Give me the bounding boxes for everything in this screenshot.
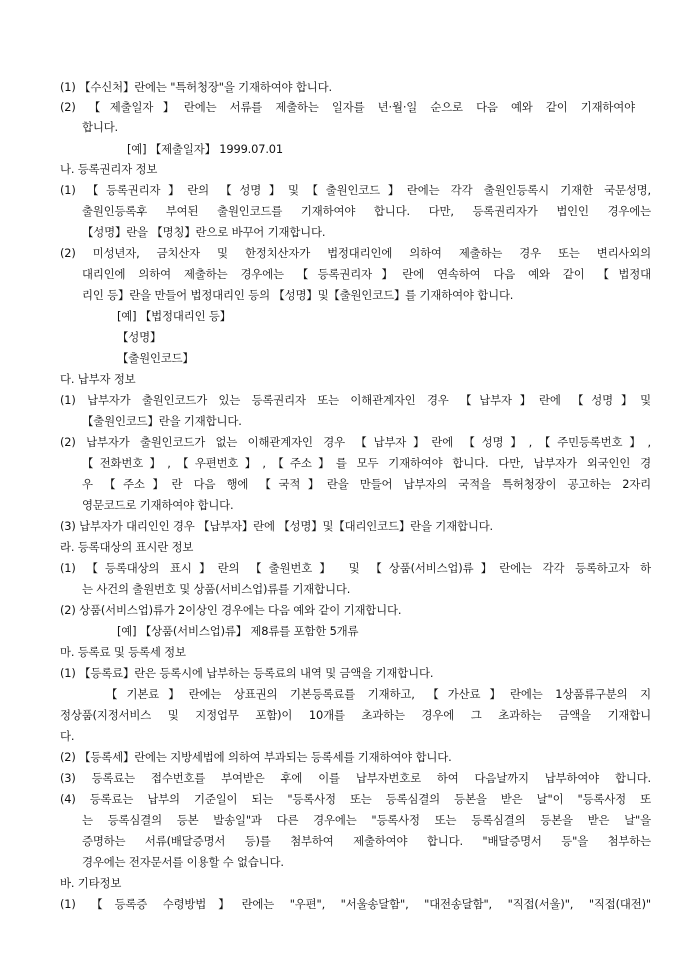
text-line: (1) 【수신처】란에는 "특허청장"을 기재하여야 합니다. xyxy=(60,80,332,94)
text-line: 경우에는 전자문서를 이용할 수 없습니다. xyxy=(82,855,284,869)
text-line: (2) 【제출일자】란에는 서류를 제출하는 일자를 년·월·일 순으로 다음 예와 같이 기재하여야 xyxy=(60,100,635,114)
text-line: (1) 납부자가 출원인코드가 있는 등록권리자 또는 이해관계자인 경우 【납부자】란에 【성명】및 xyxy=(60,393,651,407)
text-line: 출원인등록후 부여된 출원인코드를 기재하여야 합니다. 다만, 등록권리자가 법인인 경우에는 xyxy=(82,204,651,218)
text-line: 【출원인코드】란을 기재합니다. xyxy=(82,414,242,428)
text-line: (2) 미성년자, 금치산자 및 한정치산자가 법정대리인에 의하여 제출하는 경우 또는 변리사외의 xyxy=(60,246,651,260)
section-heading: 바. 기타정보 xyxy=(60,876,122,890)
text-line: 우 【주소】란 다음 행에 【국적】란을 만들어 납부자의 국적을 특허청장이 공고하는 2자리 xyxy=(82,477,651,491)
text-line: 영문코드로 기재하여야 합니다. xyxy=(82,498,234,512)
text-line: (1) 【등록증 수령방법】란에는 "우편", "서울송달함", "대전송달함", "직접(서울)", "직접(대전)" xyxy=(60,897,651,911)
text-line: 【기본료】란에는 상표권의 기본등록료를 기재하고, 【가산료】란에는 1상품류구분의 지 xyxy=(106,687,651,701)
text-line: 정상품(지정서비스 및 지정업무 포함)이 10개를 초과하는 경우에 그 초과하는 금액을 기재합니 xyxy=(60,708,651,722)
text-line: 【출원인코드】 xyxy=(117,351,194,365)
text-line: 는 등록심결의 등본 발송일"과 다른 경우에는 "등록사정 또는 등록심결의 등본을 받은 날"을 xyxy=(82,813,651,827)
text-line: [예] 【제출일자】 1999.07.01 xyxy=(127,142,283,156)
text-line: (1) 【등록권리자】란의 【성명】및【출원인코드】란에는 각각 출원인등록시 기재한 국문성명, xyxy=(60,183,651,197)
text-line: 리인 등】란을 만들어 법정대리인 등의 【성명】및【출원인코드】를 기재하여야 합니다. xyxy=(82,288,514,302)
text-line: (1) 【등록대상의 표시】란의 【출원번호】 및 【상품(서비스업)류】란에는 각각 등록하고자 하 xyxy=(60,561,651,575)
text-line: 는 사건의 출원번호 및 상품(서비스업)류를 기재합니다. xyxy=(82,582,351,596)
text-line: (3) 납부자가 대리인인 경우 【납부자】란에 【성명】및【대리인코드】란을 기재합니다. xyxy=(60,519,494,533)
text-line: 합니다. xyxy=(82,120,119,134)
section-heading: 마. 등록료 및 등록세 정보 xyxy=(60,645,186,659)
text-line: [예] 【상품(서비스업)류】 제8류를 포함한 5개류 xyxy=(117,624,359,638)
text-line: (4) 등록료는 납부의 기준일이 되는 "등록사정 또는 등록심결의 등본을 받은 날"이 "등록사정 또 xyxy=(60,792,651,806)
section-heading: 다. 납부자 정보 xyxy=(60,372,136,386)
section-heading: 라. 등록대상의 표시란 정보 xyxy=(60,540,194,554)
text-line: (2) 【등록세】란에는 지방세법에 의하여 부과되는 등록세를 기재하여야 합니다. xyxy=(60,750,452,764)
text-line: 증명하는 서류(배달증명서 등)를 첨부하여 제출하여야 합니다. "배달증명서 등"을 첨부하는 xyxy=(82,834,651,848)
text-line: 【성명】 xyxy=(117,330,162,344)
text-line: (2) 상품(서비스업)류가 2이상인 경우에는 다음 예와 같이 기재합니다. xyxy=(60,603,402,617)
text-line: 【성명】란을 【명칭】란으로 바꾸어 기재합니다. xyxy=(82,225,326,239)
text-line: 다. xyxy=(60,729,75,743)
text-line: (3) 등록료는 접수번호를 부여받은 후에 이를 납부자번호로 하여 다음날까지 납부하여야 합니다. xyxy=(60,771,651,785)
text-line: 【전화번호】,【우편번호】,【주소】를 모두 기재하여야 합니다. 다만, 납부자가 외국인인 경 xyxy=(82,456,651,470)
text-line: 대리인에 의하여 제출하는 경우에는 【등록권리자】란에 연속하여 다음 예와 같이 【법정대 xyxy=(82,267,651,281)
text-line: (2) 납부자가 출원인코드가 없는 이해관계자인 경우 【납부자】란에 【성명】,【주민등록번호】, xyxy=(60,435,651,449)
section-heading: 나. 등록권리자 정보 xyxy=(60,162,158,176)
text-line: [예] 【법정대리인 등】 xyxy=(117,309,231,323)
text-line: (1) 【등록료】란은 등록시에 납부하는 등록료의 내역 및 금액을 기재합니다. xyxy=(60,666,434,680)
